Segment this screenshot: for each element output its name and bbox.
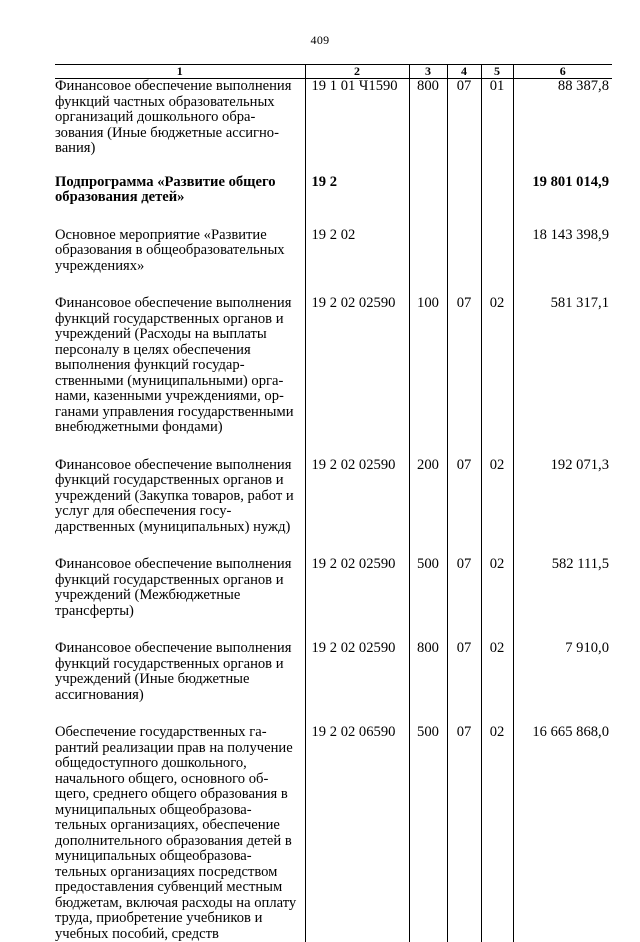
- row-amount-cell: [513, 619, 612, 703]
- row-col5: 02: [482, 296, 513, 312]
- row-code-cell: [305, 436, 409, 536]
- column-header-4: 4: [447, 65, 481, 79]
- row-col4-cell: [447, 157, 481, 206]
- row-col4-cell: [447, 619, 481, 703]
- row-amount: 7 910,0: [514, 641, 610, 657]
- row-code-cell: [305, 535, 409, 619]
- row-amount: 18 143 398,9: [514, 228, 610, 244]
- row-code-cell: [305, 157, 409, 206]
- row-code: 19 2 02: [312, 228, 409, 244]
- row-col5: 02: [482, 641, 513, 657]
- row-name-cell: [55, 79, 305, 157]
- row-col5-cell: [481, 274, 513, 436]
- page-number: 409: [0, 33, 640, 48]
- table-row: [55, 79, 612, 157]
- row-col3-cell: [409, 619, 447, 703]
- row-name: Основное мероприятие «Развитие образования в общеобразовательных учреждениях»: [55, 228, 297, 275]
- row-name: Финансовое обеспечение выполнения функций государственных органов и учреждений (Расходы на выплаты персоналу в целях обеспечения выполнения функций государственными (муниципальными) органами, казенными учреждениями, органами управления государственными внебюджетными фондами): [55, 296, 297, 436]
- table-row: [55, 535, 612, 619]
- row-amount: 88 387,8: [514, 79, 610, 95]
- column-header-2: 2: [305, 65, 409, 79]
- row-code: 19 2 02 02590: [312, 296, 409, 312]
- row-code: 19 1 01 Ч1590: [312, 79, 409, 95]
- row-name: Финансовое обеспечение выполнения функций государственных органов и учреждений (Межбюджетные трансферты): [55, 557, 297, 619]
- row-col5-cell: [481, 703, 513, 942]
- row-code: 19 2 02 02590: [312, 557, 409, 573]
- column-header-6: 6: [513, 65, 612, 79]
- row-name: Обеспечение государственных гарантий реализации прав на получение общедоступного дошкольного, начального общего, основного общего, среднего общего образования в муниципальных общеобразовательных организациях, обеспечение дополнительного образования детей в муниципальных общеобразовательных организациях посредством предоставления субвенций местным бюджетам, включая расходы на оплату труда, приобретение учебников и учебных пособий, средств: [55, 725, 297, 942]
- row-amount: 16 665 868,0: [514, 725, 610, 741]
- row-col4: 07: [448, 296, 481, 312]
- row-name: Финансовое обеспечение выполнения функций государственных органов и учреждений (Иные бюджетные ассигнования): [55, 641, 297, 703]
- row-name-cell: [55, 436, 305, 536]
- row-col3: 500: [410, 557, 447, 573]
- column-header-3: 3: [409, 65, 447, 79]
- row-name: Финансовое обеспечение выполнения функций частных образовательных организаций дошкольного образования (Иные бюджетные ассигнования): [55, 79, 297, 157]
- row-col5: 02: [482, 725, 513, 741]
- row-col3-cell: [409, 206, 447, 275]
- row-col5: 02: [482, 458, 513, 474]
- row-amount-cell: [513, 79, 612, 157]
- row-col4-cell: [447, 274, 481, 436]
- row-name-cell: [55, 157, 305, 206]
- table-row: [55, 157, 612, 206]
- column-header-5: 5: [481, 65, 513, 79]
- row-code: 19 2 02 02590: [312, 458, 409, 474]
- row-col5-cell: [481, 535, 513, 619]
- row-col3: 500: [410, 725, 447, 741]
- row-col3: 800: [410, 641, 447, 657]
- table-body: [55, 79, 612, 942]
- row-amount-cell: [513, 274, 612, 436]
- row-code: 19 2: [312, 175, 409, 191]
- row-col4-cell: [447, 535, 481, 619]
- row-name-cell: [55, 619, 305, 703]
- row-col3: 800: [410, 79, 447, 95]
- row-code-cell: [305, 703, 409, 942]
- row-col5-cell: [481, 206, 513, 275]
- row-name-cell: [55, 703, 305, 942]
- row-amount-cell: [513, 157, 612, 206]
- row-amount: 582 111,5: [514, 557, 610, 573]
- row-name: Финансовое обеспечение выполнения функций государственных органов и учреждений (Закупка товаров, работ и услуг для обеспечения государственных (муниципальных) нужд): [55, 458, 297, 536]
- table-row: [55, 703, 612, 942]
- row-amount-cell: [513, 703, 612, 942]
- row-col4: 07: [448, 641, 481, 657]
- row-col4-cell: [447, 79, 481, 157]
- row-name-cell: [55, 206, 305, 275]
- row-col3: 200: [410, 458, 447, 474]
- row-col4: 07: [448, 725, 481, 741]
- row-amount-cell: [513, 436, 612, 536]
- row-col5: 02: [482, 557, 513, 573]
- row-col3-cell: [409, 274, 447, 436]
- table-row: [55, 274, 612, 436]
- row-col5-cell: [481, 436, 513, 536]
- row-col5: 01: [482, 79, 513, 95]
- row-name-cell: [55, 274, 305, 436]
- row-col4: 07: [448, 79, 481, 95]
- table-row: [55, 436, 612, 536]
- row-col4: 07: [448, 557, 481, 573]
- row-col4-cell: [447, 436, 481, 536]
- row-amount-cell: [513, 206, 612, 275]
- row-col5-cell: [481, 79, 513, 157]
- row-amount: 19 801 014,9: [514, 175, 610, 191]
- row-amount: 192 071,3: [514, 458, 610, 474]
- row-name-cell: [55, 535, 305, 619]
- table-row: [55, 619, 612, 703]
- row-code-cell: [305, 274, 409, 436]
- row-code-cell: [305, 79, 409, 157]
- row-col4-cell: [447, 206, 481, 275]
- row-col3-cell: [409, 703, 447, 942]
- budget-table: [55, 64, 612, 942]
- row-col4-cell: [447, 703, 481, 942]
- row-amount: 581 317,1: [514, 296, 610, 312]
- column-header-1: 1: [55, 65, 305, 79]
- row-col3-cell: [409, 436, 447, 536]
- row-amount-cell: [513, 535, 612, 619]
- row-col5-cell: [481, 619, 513, 703]
- row-code-cell: [305, 619, 409, 703]
- row-col3-cell: [409, 535, 447, 619]
- row-code-cell: [305, 206, 409, 275]
- header-row: [55, 65, 612, 79]
- row-col3: 100: [410, 296, 447, 312]
- row-code: 19 2 02 06590: [312, 725, 409, 741]
- row-name: Подпрограмма «Развитие общего образования детей»: [55, 175, 297, 206]
- table-row: [55, 206, 612, 275]
- row-col3-cell: [409, 157, 447, 206]
- row-code: 19 2 02 02590: [312, 641, 409, 657]
- row-col4: 07: [448, 458, 481, 474]
- row-col3-cell: [409, 79, 447, 157]
- row-col5-cell: [481, 157, 513, 206]
